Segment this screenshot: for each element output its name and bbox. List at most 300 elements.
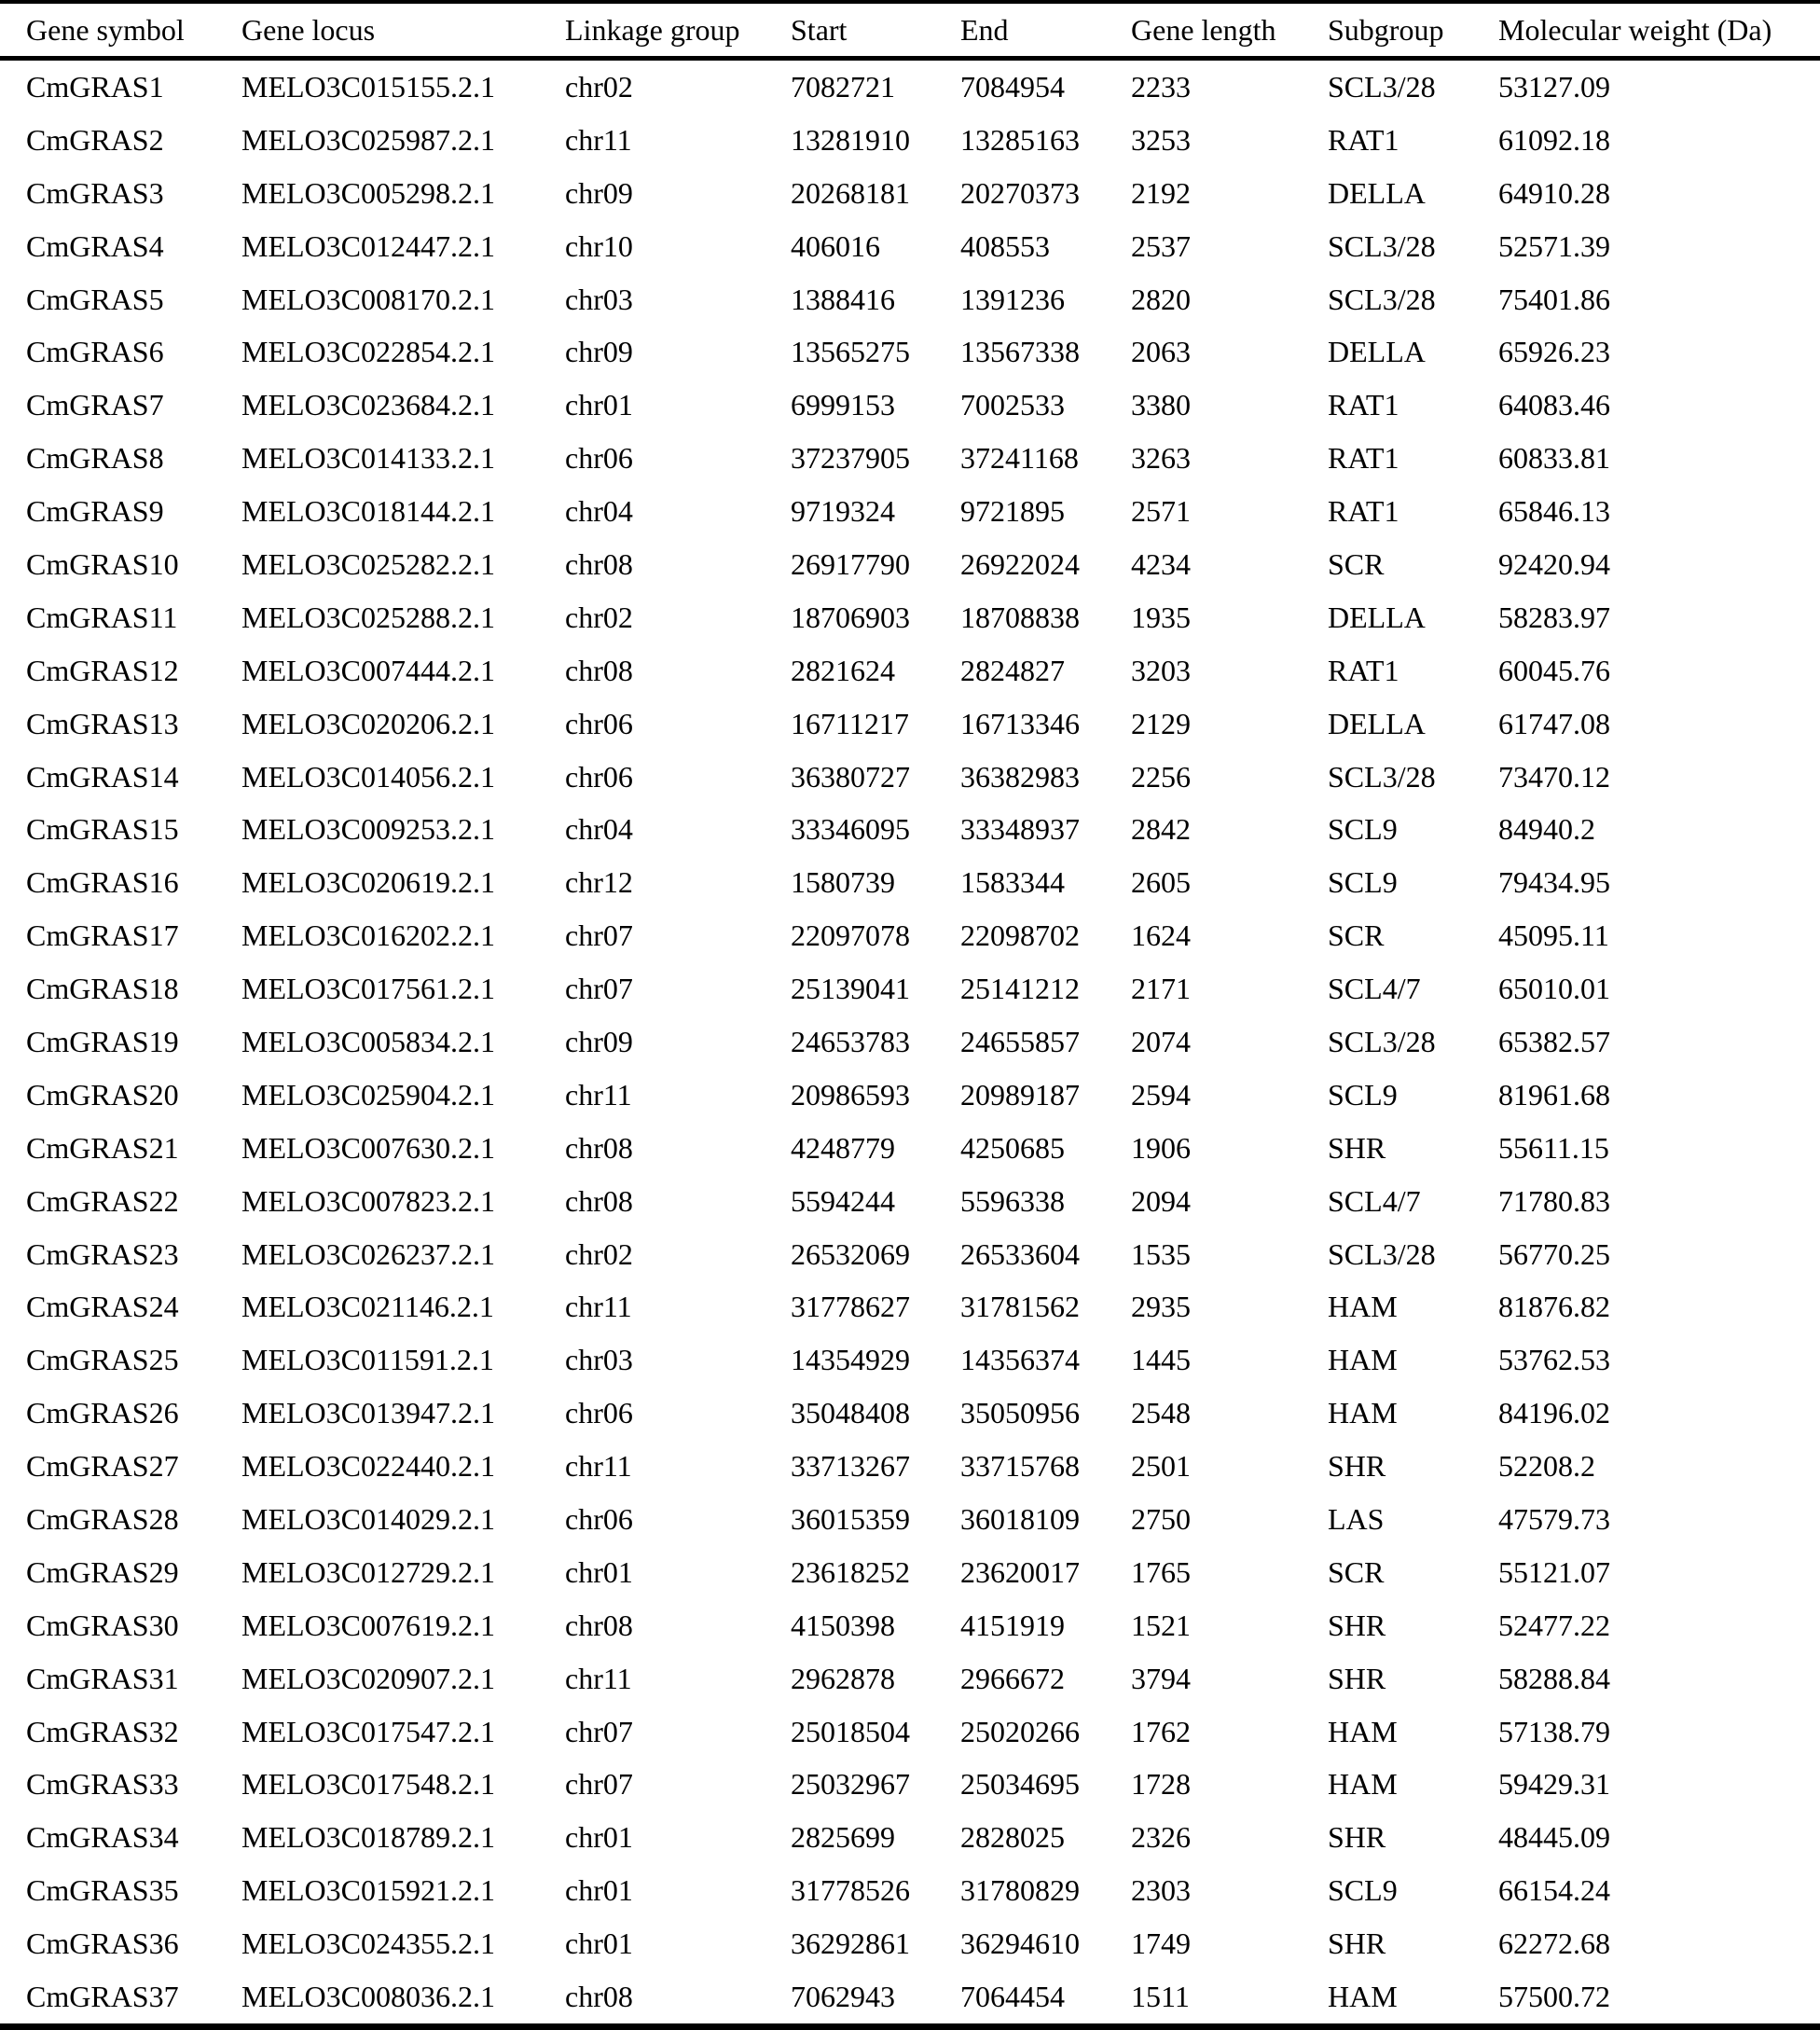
cell-gene-symbol: CmGRAS8	[26, 441, 164, 476]
cell-gene-length: 1906	[1131, 1130, 1191, 1165]
cell-molecular-weight: 66154.24	[1498, 1873, 1610, 1908]
cell-gene-locus: MELO3C014133.2.1	[241, 441, 495, 476]
cell-gene-length: 2935	[1131, 1290, 1191, 1324]
cell-linkage-group: chr01	[565, 1554, 633, 1589]
table-row	[0, 1228, 1820, 1281]
cell-gene-length: 2233	[1131, 69, 1191, 104]
cell-linkage-group: chr09	[565, 335, 633, 369]
cell-gene-symbol: CmGRAS7	[26, 388, 164, 422]
table-row	[0, 751, 1820, 804]
cell-end: 1391236	[960, 282, 1065, 316]
cell-gene-symbol: CmGRAS18	[26, 972, 179, 1006]
cell-gene-length: 1765	[1131, 1554, 1191, 1589]
cell-start: 25018504	[791, 1714, 910, 1748]
table-row	[0, 167, 1820, 220]
cell-end: 25020266	[960, 1714, 1080, 1748]
cell-end: 7064454	[960, 1980, 1065, 2013]
table-row	[0, 1759, 1820, 1812]
table-row	[0, 432, 1820, 485]
cell-end: 5596338	[960, 1183, 1065, 1218]
cell-molecular-weight: 62272.68	[1498, 1926, 1610, 1961]
cell-subgroup: SHR	[1328, 1820, 1386, 1855]
header-row	[0, 2, 1820, 59]
cell-gene-length: 3380	[1131, 388, 1191, 422]
table-row	[0, 1864, 1820, 1917]
table-row	[0, 485, 1820, 538]
table-row	[0, 59, 1820, 114]
cell-molecular-weight: 79434.95	[1498, 865, 1610, 900]
cell-subgroup: SCL3/28	[1328, 1236, 1436, 1271]
cell-linkage-group: chr08	[565, 546, 633, 581]
cell-linkage-group: chr02	[565, 1236, 633, 1271]
table-row	[0, 114, 1820, 167]
cell-end: 36018109	[960, 1501, 1080, 1536]
cell-start: 16711217	[791, 706, 909, 740]
cell-linkage-group: chr07	[565, 918, 633, 953]
cell-gene-locus: MELO3C007823.2.1	[241, 1183, 495, 1218]
cell-gene-length: 1728	[1131, 1767, 1191, 1802]
column-header-gene-locus: Gene locus	[241, 2, 565, 59]
cell-linkage-group: chr02	[565, 600, 633, 634]
cell-molecular-weight: 59429.31	[1498, 1767, 1610, 1802]
cell-molecular-weight: 84940.2	[1498, 812, 1595, 847]
cell-gene-length: 1511	[1131, 1980, 1190, 2013]
cell-linkage-group: chr03	[565, 282, 633, 316]
cell-start: 31778627	[791, 1290, 910, 1324]
cell-gene-locus: MELO3C008170.2.1	[241, 282, 495, 316]
cell-end: 36382983	[960, 759, 1080, 794]
cell-start: 1388416	[791, 282, 895, 316]
cell-linkage-group: chr11	[565, 1077, 632, 1112]
cell-gene-locus: MELO3C007619.2.1	[241, 1608, 495, 1642]
cell-subgroup: HAM	[1328, 1714, 1398, 1748]
table-row	[0, 697, 1820, 751]
table-row	[0, 1175, 1820, 1228]
cell-end: 26922024	[960, 546, 1080, 581]
cell-start: 31778526	[791, 1873, 910, 1908]
cell-gene-locus: MELO3C007630.2.1	[241, 1130, 495, 1165]
cell-linkage-group: chr08	[565, 1183, 633, 1218]
cell-gene-length: 2750	[1131, 1501, 1191, 1536]
gene-table-header	[0, 2, 1820, 59]
cell-gene-locus: MELO3C005834.2.1	[241, 1024, 495, 1058]
cell-end: 2966672	[960, 1661, 1065, 1695]
cell-gene-locus: MELO3C018144.2.1	[241, 494, 495, 529]
cell-gene-length: 1762	[1131, 1714, 1191, 1748]
cell-end: 7084954	[960, 69, 1065, 104]
cell-subgroup: HAM	[1328, 1290, 1398, 1324]
cell-start: 20986593	[791, 1077, 910, 1112]
cell-end: 31781562	[960, 1290, 1080, 1324]
cell-subgroup: DELLA	[1328, 706, 1426, 740]
cell-gene-locus: MELO3C017547.2.1	[241, 1714, 495, 1748]
cell-molecular-weight: 57500.72	[1498, 1980, 1610, 2013]
cell-subgroup: SCL3/28	[1328, 69, 1436, 104]
cell-gene-locus: MELO3C022440.2.1	[241, 1449, 495, 1484]
cell-linkage-group: chr06	[565, 759, 633, 794]
cell-gene-length: 2605	[1131, 865, 1191, 900]
cell-gene-length: 2548	[1131, 1396, 1191, 1430]
cell-molecular-weight: 65010.01	[1498, 972, 1610, 1006]
cell-subgroup: HAM	[1328, 1343, 1398, 1377]
cell-linkage-group: chr07	[565, 1767, 633, 1802]
cell-linkage-group: chr06	[565, 1501, 633, 1536]
cell-gene-symbol: CmGRAS10	[26, 546, 179, 581]
cell-end: 35050956	[960, 1396, 1080, 1430]
cell-molecular-weight: 55121.07	[1498, 1554, 1610, 1589]
cell-end: 408553	[960, 228, 1050, 263]
cell-start: 2825699	[791, 1820, 895, 1855]
cell-linkage-group: chr08	[565, 653, 633, 687]
cell-linkage-group: chr04	[565, 812, 633, 847]
cell-molecular-weight: 60833.81	[1498, 441, 1610, 476]
cell-linkage-group: chr10	[565, 228, 633, 263]
cell-subgroup: SHR	[1328, 1608, 1386, 1642]
cell-gene-locus: MELO3C024355.2.1	[241, 1926, 495, 1961]
cell-subgroup: HAM	[1328, 1396, 1398, 1430]
cell-gene-locus: MELO3C014029.2.1	[241, 1501, 495, 1536]
cell-gene-locus: MELO3C008036.2.1	[241, 1980, 495, 2013]
table-row	[0, 538, 1820, 591]
cell-linkage-group: chr02	[565, 69, 633, 104]
cell-molecular-weight: 73470.12	[1498, 759, 1610, 794]
cell-molecular-weight: 81961.68	[1498, 1077, 1610, 1112]
cell-start: 2821624	[791, 653, 895, 687]
cell-subgroup: SCL9	[1328, 812, 1398, 847]
cell-molecular-weight: 65382.57	[1498, 1024, 1610, 1058]
cell-gene-symbol: CmGRAS14	[26, 759, 179, 794]
cell-gene-symbol: CmGRAS15	[26, 812, 179, 847]
cell-linkage-group: chr01	[565, 1820, 633, 1855]
cell-gene-length: 3203	[1131, 653, 1191, 687]
cell-molecular-weight: 75401.86	[1498, 282, 1610, 316]
cell-gene-locus: MELO3C022854.2.1	[241, 335, 495, 369]
cell-gene-length: 3794	[1131, 1661, 1191, 1695]
cell-gene-locus: MELO3C020619.2.1	[241, 865, 495, 900]
cell-gene-length: 2571	[1131, 494, 1191, 529]
cell-start: 22097078	[791, 918, 910, 953]
cell-gene-symbol: CmGRAS27	[26, 1449, 179, 1484]
cell-linkage-group: chr11	[565, 1290, 632, 1324]
cell-gene-length: 2594	[1131, 1077, 1191, 1112]
table-row	[0, 1069, 1820, 1122]
cell-gene-locus: MELO3C005298.2.1	[241, 175, 495, 210]
cell-molecular-weight: 52208.2	[1498, 1449, 1595, 1484]
cell-gene-symbol: CmGRAS29	[26, 1554, 179, 1589]
cell-gene-locus: MELO3C015155.2.1	[241, 69, 495, 104]
cell-subgroup: SCL9	[1328, 1077, 1398, 1112]
table-row	[0, 644, 1820, 697]
cell-start: 25032967	[791, 1767, 910, 1802]
cell-subgroup: SCL3/28	[1328, 228, 1436, 263]
cell-linkage-group: chr11	[565, 1449, 632, 1484]
cell-molecular-weight: 71780.83	[1498, 1183, 1610, 1218]
cell-subgroup: LAS	[1328, 1501, 1385, 1536]
cell-end: 13567338	[960, 335, 1080, 369]
cell-subgroup: RAT1	[1328, 653, 1399, 687]
cell-linkage-group: chr03	[565, 1343, 633, 1377]
column-header-gene-length: Gene length	[1131, 2, 1328, 59]
table-row	[0, 1546, 1820, 1599]
cell-molecular-weight: 57138.79	[1498, 1714, 1610, 1748]
table-row	[0, 591, 1820, 644]
cell-linkage-group: chr08	[565, 1608, 633, 1642]
cell-gene-symbol: CmGRAS24	[26, 1290, 179, 1324]
cell-start: 25139041	[791, 972, 910, 1006]
cell-gene-length: 1535	[1131, 1236, 1191, 1271]
cell-end: 25034695	[960, 1767, 1080, 1802]
cell-gene-length: 2326	[1131, 1820, 1191, 1855]
cell-gene-locus: MELO3C025987.2.1	[241, 122, 495, 157]
cell-gene-symbol: CmGRAS37	[26, 1980, 179, 2013]
cell-molecular-weight: 52571.39	[1498, 228, 1610, 263]
cell-linkage-group: chr09	[565, 1024, 633, 1058]
cell-end: 4151919	[960, 1608, 1065, 1642]
cell-subgroup: RAT1	[1328, 441, 1399, 476]
table-row	[0, 1122, 1820, 1175]
cell-molecular-weight: 56770.25	[1498, 1236, 1610, 1271]
cell-gene-symbol: CmGRAS5	[26, 282, 164, 316]
cell-end: 13285163	[960, 122, 1080, 157]
cell-molecular-weight: 45095.11	[1498, 918, 1609, 953]
cell-gene-symbol: CmGRAS28	[26, 1501, 179, 1536]
cell-gene-symbol: CmGRAS16	[26, 865, 179, 900]
cell-molecular-weight: 53762.53	[1498, 1343, 1610, 1377]
cell-linkage-group: chr01	[565, 1873, 633, 1908]
cell-subgroup: SCL3/28	[1328, 282, 1436, 316]
cell-molecular-weight: 52477.22	[1498, 1608, 1610, 1642]
cell-subgroup: SHR	[1328, 1449, 1386, 1484]
cell-gene-locus: MELO3C021146.2.1	[241, 1290, 494, 1324]
cell-gene-length: 2129	[1131, 706, 1191, 740]
cell-start: 5594244	[791, 1183, 895, 1218]
table-row	[0, 1280, 1820, 1333]
cell-gene-symbol: CmGRAS22	[26, 1183, 179, 1218]
cell-molecular-weight: 60045.76	[1498, 653, 1610, 687]
cell-subgroup: DELLA	[1328, 175, 1426, 210]
table-row	[0, 1440, 1820, 1493]
cell-gene-symbol: CmGRAS11	[26, 600, 178, 634]
cell-gene-length: 2537	[1131, 228, 1191, 263]
cell-end: 9721895	[960, 494, 1065, 529]
cell-gene-locus: MELO3C018789.2.1	[241, 1820, 495, 1855]
cell-gene-symbol: CmGRAS4	[26, 228, 164, 263]
cell-gene-length: 3263	[1131, 441, 1191, 476]
cell-linkage-group: chr06	[565, 441, 633, 476]
cell-gene-locus: MELO3C026237.2.1	[241, 1236, 495, 1271]
table-row	[0, 803, 1820, 856]
cell-start: 23618252	[791, 1554, 910, 1589]
cell-gene-locus: MELO3C023684.2.1	[241, 388, 495, 422]
cell-end: 20270373	[960, 175, 1080, 210]
cell-start: 7082721	[791, 69, 895, 104]
cell-molecular-weight: 53127.09	[1498, 69, 1610, 104]
cell-linkage-group: chr04	[565, 494, 633, 529]
cell-end: 4250685	[960, 1130, 1065, 1165]
cell-gene-locus: MELO3C012447.2.1	[241, 228, 495, 263]
table-row	[0, 1333, 1820, 1387]
cell-start: 7062943	[791, 1980, 895, 2013]
cell-molecular-weight: 84196.02	[1498, 1396, 1610, 1430]
cell-start: 26532069	[791, 1236, 910, 1271]
table-row	[0, 1811, 1820, 1864]
cell-subgroup: RAT1	[1328, 122, 1399, 157]
cell-gene-symbol: CmGRAS25	[26, 1343, 179, 1377]
cell-start: 6999153	[791, 388, 895, 422]
cell-gene-locus: MELO3C013947.2.1	[241, 1396, 495, 1430]
cell-subgroup: SHR	[1328, 1130, 1386, 1165]
cell-gene-symbol: CmGRAS20	[26, 1077, 179, 1112]
cell-gene-symbol: CmGRAS36	[26, 1926, 179, 1961]
cell-gene-length: 1749	[1131, 1926, 1191, 1961]
cell-end: 24655857	[960, 1024, 1080, 1058]
column-header-molecular-weight: Molecular weight (Da)	[1498, 2, 1820, 59]
cell-subgroup: SCL9	[1328, 1873, 1398, 1908]
cell-end: 2828025	[960, 1820, 1065, 1855]
cell-subgroup: SCR	[1328, 918, 1385, 953]
cell-end: 23620017	[960, 1554, 1080, 1589]
cell-gene-length: 1445	[1131, 1343, 1191, 1377]
cell-subgroup: SCR	[1328, 546, 1385, 581]
cell-end: 33715768	[960, 1449, 1080, 1484]
cell-gene-locus: MELO3C020206.2.1	[241, 706, 495, 740]
cell-gene-locus: MELO3C017561.2.1	[241, 972, 495, 1006]
cell-gene-locus: MELO3C015921.2.1	[241, 1873, 495, 1908]
cell-gene-locus: MELO3C009253.2.1	[241, 812, 495, 847]
cell-subgroup: SHR	[1328, 1926, 1386, 1961]
cell-end: 16713346	[960, 706, 1080, 740]
cell-gene-length: 2256	[1131, 759, 1191, 794]
cell-gene-symbol: CmGRAS32	[26, 1714, 179, 1748]
cell-molecular-weight: 47579.73	[1498, 1501, 1610, 1536]
cell-gene-symbol: CmGRAS9	[26, 494, 164, 529]
cell-subgroup: HAM	[1328, 1767, 1398, 1802]
cell-molecular-weight: 92420.94	[1498, 546, 1610, 581]
cell-gene-length: 2094	[1131, 1183, 1191, 1218]
cell-subgroup: HAM	[1328, 1980, 1398, 2013]
cell-gene-symbol: CmGRAS13	[26, 706, 179, 740]
cell-gene-locus: MELO3C011591.2.1	[241, 1343, 494, 1377]
table-row	[0, 856, 1820, 909]
cell-start: 2962878	[791, 1661, 895, 1695]
cell-gene-locus: MELO3C016202.2.1	[241, 918, 495, 953]
cell-end: 1583344	[960, 865, 1065, 900]
cell-molecular-weight: 55611.15	[1498, 1130, 1609, 1165]
cell-molecular-weight: 64910.28	[1498, 175, 1610, 210]
cell-subgroup: SCL4/7	[1328, 972, 1421, 1006]
cell-gene-length: 2303	[1131, 1873, 1191, 1908]
cell-gene-symbol: CmGRAS30	[26, 1608, 179, 1642]
cell-end: 18708838	[960, 600, 1080, 634]
cell-start: 35048408	[791, 1396, 910, 1430]
cell-linkage-group: chr06	[565, 1396, 633, 1430]
cell-gene-locus: MELO3C025282.2.1	[241, 546, 495, 581]
cell-subgroup: SCL3/28	[1328, 1024, 1436, 1058]
column-header-gene-symbol: Gene symbol	[0, 2, 241, 59]
cell-gene-symbol: CmGRAS34	[26, 1820, 179, 1855]
table-row	[0, 273, 1820, 326]
cell-gene-length: 4234	[1131, 546, 1191, 581]
cell-end: 37241168	[960, 441, 1079, 476]
cell-linkage-group: chr01	[565, 388, 633, 422]
cell-gene-symbol: CmGRAS12	[26, 653, 179, 687]
cell-start: 18706903	[791, 600, 910, 634]
cell-molecular-weight: 65846.13	[1498, 494, 1610, 529]
cell-start: 14354929	[791, 1343, 910, 1377]
cell-start: 36292861	[791, 1926, 910, 1961]
cell-linkage-group: chr01	[565, 1926, 633, 1961]
cell-gene-locus: MELO3C007444.2.1	[241, 653, 495, 687]
cell-end: 26533604	[960, 1236, 1080, 1271]
cell-subgroup: DELLA	[1328, 600, 1426, 634]
cell-end: 36294610	[960, 1926, 1080, 1961]
cell-linkage-group: chr06	[565, 706, 633, 740]
cell-molecular-weight: 64083.46	[1498, 388, 1610, 422]
cell-gene-length: 2074	[1131, 1024, 1191, 1058]
cell-gene-locus: MELO3C014056.2.1	[241, 759, 495, 794]
cell-gene-length: 2820	[1131, 282, 1191, 316]
cell-subgroup: SCL9	[1328, 865, 1398, 900]
cell-gene-symbol: CmGRAS33	[26, 1767, 179, 1802]
cell-linkage-group: chr07	[565, 1714, 633, 1748]
cell-gene-symbol: CmGRAS6	[26, 335, 164, 369]
cell-subgroup: SCL4/7	[1328, 1183, 1421, 1218]
cell-linkage-group: chr11	[565, 1661, 632, 1695]
cell-gene-length: 1521	[1131, 1608, 1191, 1642]
table-row	[0, 1599, 1820, 1652]
cell-subgroup: RAT1	[1328, 388, 1399, 422]
cell-linkage-group: chr08	[565, 1980, 633, 2013]
cell-gene-symbol: CmGRAS2	[26, 122, 164, 157]
column-header-start: Start	[791, 2, 960, 59]
table-row	[0, 1970, 1820, 2026]
cell-molecular-weight: 61747.08	[1498, 706, 1610, 740]
cell-gene-length: 2842	[1131, 812, 1191, 847]
cell-linkage-group: chr08	[565, 1130, 633, 1165]
cell-linkage-group: chr09	[565, 175, 633, 210]
cell-subgroup: SCR	[1328, 1554, 1385, 1589]
cell-end: 25141212	[960, 972, 1080, 1006]
cell-molecular-weight: 65926.23	[1498, 335, 1610, 369]
cell-gene-length: 2063	[1131, 335, 1191, 369]
cell-subgroup: SCL3/28	[1328, 759, 1436, 794]
cell-gene-length: 1935	[1131, 600, 1191, 634]
cell-gene-symbol: CmGRAS17	[26, 918, 179, 953]
table-row	[0, 1015, 1820, 1069]
cell-gene-length: 2171	[1131, 972, 1191, 1006]
cell-start: 9719324	[791, 494, 895, 529]
cell-end: 22098702	[960, 918, 1080, 953]
cell-subgroup: SHR	[1328, 1661, 1386, 1695]
table-row	[0, 909, 1820, 962]
cell-gene-locus: MELO3C020907.2.1	[241, 1661, 495, 1695]
cell-end: 33348937	[960, 812, 1080, 847]
cell-start: 33346095	[791, 812, 910, 847]
cell-gene-locus: MELO3C025288.2.1	[241, 600, 495, 634]
cell-gene-symbol: CmGRAS35	[26, 1873, 179, 1908]
cell-gene-length: 1624	[1131, 918, 1191, 953]
cell-molecular-weight: 48445.09	[1498, 1820, 1610, 1855]
cell-linkage-group: chr07	[565, 972, 633, 1006]
cell-molecular-weight: 58283.97	[1498, 600, 1610, 634]
cell-linkage-group: chr11	[565, 122, 632, 157]
table-row	[0, 379, 1820, 432]
table-row	[0, 1387, 1820, 1440]
cell-start: 33713267	[791, 1449, 910, 1484]
cell-end: 2824827	[960, 653, 1065, 687]
cell-molecular-weight: 58288.84	[1498, 1661, 1610, 1695]
cell-start: 4150398	[791, 1608, 895, 1642]
